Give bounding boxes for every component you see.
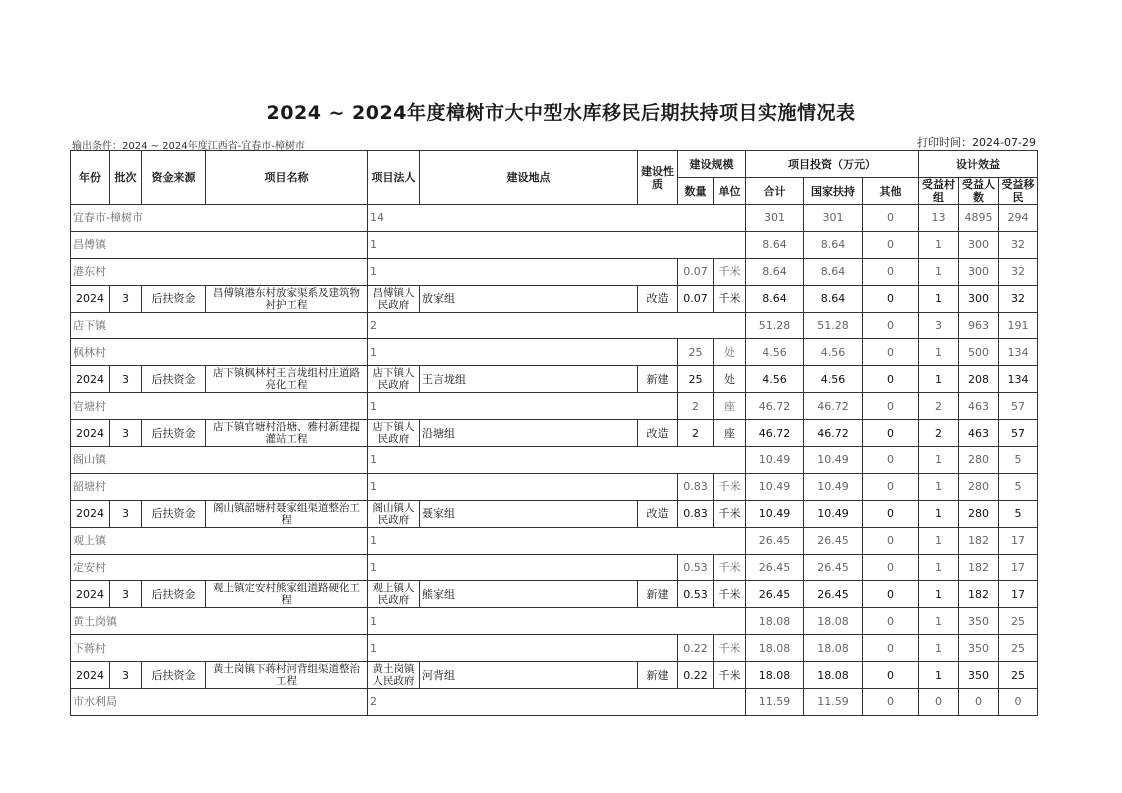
region-label: 观上镇 <box>71 527 368 554</box>
benefit-migrants: 25 <box>999 635 1038 662</box>
header-qty: 数量 <box>678 178 714 205</box>
summary-row <box>71 258 1038 285</box>
header-national: 国家扶持 <box>804 178 863 205</box>
scale-qty: 25 <box>678 366 714 393</box>
scale-qty: 0.53 <box>678 554 714 581</box>
invest-national: 8.64 <box>804 231 863 258</box>
invest-national: 10.49 <box>804 447 863 474</box>
project-row <box>71 662 1038 689</box>
header-location: 建设地点 <box>420 151 638 205</box>
project-row <box>71 581 1038 608</box>
region-label: 宜春市-樟树市 <box>71 205 368 232</box>
output-condition: 输出条件：2024 ~ 2024年度江西省-宜春市-樟树市 <box>72 141 305 152</box>
project-batch: 3 <box>110 662 142 689</box>
project-row <box>71 366 1038 393</box>
invest-national: 18.08 <box>804 608 863 635</box>
summary-row <box>71 608 1038 635</box>
benefit-groups: 1 <box>919 473 959 500</box>
invest-national: 10.49 <box>804 473 863 500</box>
invest-other: 0 <box>863 608 919 635</box>
invest-national: 10.49 <box>804 500 863 527</box>
project-count: 1 <box>368 258 678 285</box>
fund-source: 后扶资金 <box>142 500 206 527</box>
scale-unit: 千米 <box>714 554 746 581</box>
project-row <box>71 500 1038 527</box>
header-unit: 单位 <box>714 178 746 205</box>
build-nature: 新建 <box>638 366 678 393</box>
project-count: 1 <box>368 393 678 420</box>
invest-national: 11.59 <box>804 689 863 716</box>
benefit-migrants: 57 <box>999 420 1038 447</box>
project-name: 店下镇枫林村王言垅组村庄道路亮化工程 <box>206 366 368 393</box>
summary-row <box>71 635 1038 662</box>
summary-row <box>71 312 1038 339</box>
benefit-migrants: 17 <box>999 527 1038 554</box>
benefit-people: 280 <box>959 473 999 500</box>
project-count: 2 <box>368 689 746 716</box>
build-location: 聂家组 <box>420 500 638 527</box>
benefit-groups: 0 <box>919 689 959 716</box>
region-label: 店下镇 <box>71 312 368 339</box>
invest-total: 11.59 <box>746 689 804 716</box>
benefit-groups: 1 <box>919 500 959 527</box>
scale-qty: 0.22 <box>678 635 714 662</box>
scale-qty: 2 <box>678 420 714 447</box>
scale-qty: 25 <box>678 339 714 366</box>
invest-total: 18.08 <box>746 662 804 689</box>
project-batch: 3 <box>110 500 142 527</box>
benefit-people: 300 <box>959 258 999 285</box>
region-label: 黄土岗镇 <box>71 608 368 635</box>
build-location: 放家组 <box>420 285 638 312</box>
build-nature: 新建 <box>638 662 678 689</box>
invest-total: 4.56 <box>746 366 804 393</box>
invest-national: 18.08 <box>804 635 863 662</box>
region-label: 昌傅镇 <box>71 231 368 258</box>
header-year: 年份 <box>71 151 110 205</box>
page-title: 2024 ~ 2024年度樟树市大中型水库移民后期扶持项目实施情况表 <box>266 102 856 124</box>
benefit-people: 350 <box>959 662 999 689</box>
invest-national: 301 <box>804 205 863 232</box>
header-benefit: 设计效益 <box>919 151 1038 178</box>
legal-person: 黄土岗镇人民政府 <box>368 662 420 689</box>
project-count: 1 <box>368 608 746 635</box>
benefit-people: 0 <box>959 689 999 716</box>
scale-qty: 0.83 <box>678 473 714 500</box>
scale-qty: 0.22 <box>678 662 714 689</box>
invest-other: 0 <box>863 689 919 716</box>
project-name: 黄土岗镇下蒋村河背组渠道整治工程 <box>206 662 368 689</box>
project-name: 观上镇定安村熊家组道路硬化工程 <box>206 581 368 608</box>
invest-total: 10.49 <box>746 473 804 500</box>
invest-other: 0 <box>863 662 919 689</box>
header-project-name: 项目名称 <box>206 151 368 205</box>
legal-person: 店下镇人民政府 <box>368 366 420 393</box>
benefit-migrants: 17 <box>999 554 1038 581</box>
benefit-people: 350 <box>959 635 999 662</box>
invest-national: 26.45 <box>804 581 863 608</box>
benefit-groups: 1 <box>919 258 959 285</box>
benefit-groups: 2 <box>919 420 959 447</box>
fund-source: 后扶资金 <box>142 581 206 608</box>
project-count: 1 <box>368 554 678 581</box>
invest-other: 0 <box>863 312 919 339</box>
invest-total: 301 <box>746 205 804 232</box>
benefit-migrants: 25 <box>999 662 1038 689</box>
header-investment: 项目投资（万元） <box>746 151 919 178</box>
project-count: 2 <box>368 312 746 339</box>
scale-unit: 千米 <box>714 500 746 527</box>
legal-person: 昌傅镇人民政府 <box>368 285 420 312</box>
benefit-migrants: 134 <box>999 366 1038 393</box>
benefit-groups: 1 <box>919 662 959 689</box>
invest-national: 8.64 <box>804 285 863 312</box>
invest-national: 18.08 <box>804 662 863 689</box>
benefit-groups: 1 <box>919 339 959 366</box>
summary-row <box>71 339 1038 366</box>
scale-qty: 0.53 <box>678 581 714 608</box>
project-count: 1 <box>368 339 678 366</box>
benefit-migrants: 134 <box>999 339 1038 366</box>
invest-other: 0 <box>863 205 919 232</box>
region-label: 市水利局 <box>71 689 368 716</box>
invest-national: 51.28 <box>804 312 863 339</box>
print-time: 打印时间：2024-07-29 <box>917 136 1036 149</box>
benefit-migrants: 32 <box>999 285 1038 312</box>
benefit-groups: 1 <box>919 581 959 608</box>
region-label: 港东村 <box>71 258 368 285</box>
invest-national: 4.56 <box>804 339 863 366</box>
header-benefit-migrants: 受益移民 <box>999 178 1038 205</box>
benefit-migrants: 17 <box>999 581 1038 608</box>
benefit-groups: 1 <box>919 285 959 312</box>
invest-other: 0 <box>863 554 919 581</box>
fund-source: 后扶资金 <box>142 366 206 393</box>
header-legal-person: 项目法人 <box>368 151 420 205</box>
scale-unit: 处 <box>714 339 746 366</box>
project-year: 2024 <box>71 581 110 608</box>
project-year: 2024 <box>71 420 110 447</box>
benefit-groups: 13 <box>919 205 959 232</box>
legal-person: 阁山镇人民政府 <box>368 500 420 527</box>
benefit-people: 182 <box>959 554 999 581</box>
benefit-migrants: 0 <box>999 689 1038 716</box>
benefit-people: 280 <box>959 500 999 527</box>
region-label: 枫林村 <box>71 339 368 366</box>
invest-other: 0 <box>863 527 919 554</box>
benefit-groups: 3 <box>919 312 959 339</box>
summary-row <box>71 447 1038 474</box>
region-label: 下蒋村 <box>71 635 368 662</box>
invest-national: 46.72 <box>804 393 863 420</box>
legal-person: 店下镇人民政府 <box>368 420 420 447</box>
fund-source: 后扶资金 <box>142 285 206 312</box>
invest-total: 18.08 <box>746 635 804 662</box>
invest-total: 10.49 <box>746 500 804 527</box>
benefit-groups: 1 <box>919 366 959 393</box>
benefit-people: 208 <box>959 366 999 393</box>
benefit-migrants: 32 <box>999 231 1038 258</box>
project-count: 1 <box>368 231 746 258</box>
build-location: 沿塘组 <box>420 420 638 447</box>
invest-total: 26.45 <box>746 527 804 554</box>
scale-unit: 座 <box>714 393 746 420</box>
benefit-migrants: 25 <box>999 608 1038 635</box>
scale-qty: 2 <box>678 393 714 420</box>
benefit-people: 963 <box>959 312 999 339</box>
project-name: 店下镇官塘村沿塘、雅村新建提灌站工程 <box>206 420 368 447</box>
benefit-migrants: 32 <box>999 258 1038 285</box>
benefit-migrants: 57 <box>999 393 1038 420</box>
project-batch: 3 <box>110 366 142 393</box>
invest-other: 0 <box>863 635 919 662</box>
scale-qty: 0.07 <box>678 258 714 285</box>
invest-total: 46.72 <box>746 393 804 420</box>
project-name: 昌傅镇港东村放家渠系及建筑物衬护工程 <box>206 285 368 312</box>
project-year: 2024 <box>71 500 110 527</box>
invest-total: 26.45 <box>746 554 804 581</box>
benefit-people: 182 <box>959 581 999 608</box>
header-nature: 建设性质 <box>638 151 678 205</box>
benefit-people: 463 <box>959 420 999 447</box>
benefit-groups: 2 <box>919 393 959 420</box>
invest-other: 0 <box>863 366 919 393</box>
build-nature: 改造 <box>638 285 678 312</box>
invest-other: 0 <box>863 231 919 258</box>
scale-qty: 0.07 <box>678 285 714 312</box>
summary-row <box>71 231 1038 258</box>
project-count: 1 <box>368 635 678 662</box>
summary-row <box>71 527 1038 554</box>
scale-unit: 千米 <box>714 258 746 285</box>
scale-unit: 处 <box>714 366 746 393</box>
region-label: 阁山镇 <box>71 447 368 474</box>
benefit-people: 182 <box>959 527 999 554</box>
scale-unit: 千米 <box>714 635 746 662</box>
invest-national: 8.64 <box>804 258 863 285</box>
summary-row <box>71 393 1038 420</box>
scale-qty: 0.83 <box>678 500 714 527</box>
header-other: 其他 <box>863 178 919 205</box>
fund-source: 后扶资金 <box>142 662 206 689</box>
benefit-people: 300 <box>959 285 999 312</box>
benefit-people: 300 <box>959 231 999 258</box>
benefit-groups: 1 <box>919 635 959 662</box>
build-nature: 新建 <box>638 581 678 608</box>
summary-row <box>71 554 1038 581</box>
invest-other: 0 <box>863 473 919 500</box>
header-fund-source: 资金来源 <box>142 151 206 205</box>
benefit-migrants: 191 <box>999 312 1038 339</box>
benefit-migrants: 5 <box>999 500 1038 527</box>
invest-total: 18.08 <box>746 608 804 635</box>
invest-national: 26.45 <box>804 527 863 554</box>
project-row <box>71 420 1038 447</box>
invest-other: 0 <box>863 581 919 608</box>
benefit-migrants: 5 <box>999 473 1038 500</box>
invest-total: 4.56 <box>746 339 804 366</box>
benefit-groups: 1 <box>919 527 959 554</box>
project-count: 1 <box>368 447 746 474</box>
scale-unit: 千米 <box>714 285 746 312</box>
summary-row <box>71 689 1038 716</box>
scale-unit: 千米 <box>714 473 746 500</box>
project-table <box>70 150 1038 716</box>
invest-total: 8.64 <box>746 258 804 285</box>
benefit-groups: 1 <box>919 447 959 474</box>
benefit-people: 500 <box>959 339 999 366</box>
region-label: 韶塘村 <box>71 473 368 500</box>
header-benefit-groups: 受益村组 <box>919 178 959 205</box>
scale-unit: 千米 <box>714 662 746 689</box>
invest-other: 0 <box>863 285 919 312</box>
project-batch: 3 <box>110 285 142 312</box>
build-location: 河背组 <box>420 662 638 689</box>
invest-other: 0 <box>863 447 919 474</box>
header-batch: 批次 <box>110 151 142 205</box>
invest-total: 26.45 <box>746 581 804 608</box>
project-batch: 3 <box>110 420 142 447</box>
build-nature: 改造 <box>638 420 678 447</box>
benefit-groups: 1 <box>919 231 959 258</box>
invest-other: 0 <box>863 420 919 447</box>
fund-source: 后扶资金 <box>142 420 206 447</box>
project-batch: 3 <box>110 581 142 608</box>
benefit-people: 280 <box>959 447 999 474</box>
invest-total: 8.64 <box>746 231 804 258</box>
invest-other: 0 <box>863 339 919 366</box>
invest-total: 10.49 <box>746 447 804 474</box>
invest-other: 0 <box>863 258 919 285</box>
project-count: 1 <box>368 527 746 554</box>
header-total: 合计 <box>746 178 804 205</box>
table-body <box>71 205 1038 716</box>
scale-unit: 千米 <box>714 581 746 608</box>
invest-other: 0 <box>863 500 919 527</box>
header-scale: 建设规模 <box>678 151 746 178</box>
build-nature: 改造 <box>638 500 678 527</box>
project-year: 2024 <box>71 662 110 689</box>
benefit-groups: 1 <box>919 554 959 581</box>
region-label: 定安村 <box>71 554 368 581</box>
summary-row <box>71 473 1038 500</box>
benefit-people: 4895 <box>959 205 999 232</box>
invest-national: 4.56 <box>804 366 863 393</box>
invest-total: 51.28 <box>746 312 804 339</box>
invest-total: 8.64 <box>746 285 804 312</box>
invest-other: 0 <box>863 393 919 420</box>
benefit-people: 463 <box>959 393 999 420</box>
legal-person: 观上镇人民政府 <box>368 581 420 608</box>
benefit-migrants: 294 <box>999 205 1038 232</box>
benefit-people: 350 <box>959 608 999 635</box>
scale-unit: 座 <box>714 420 746 447</box>
invest-total: 46.72 <box>746 420 804 447</box>
project-year: 2024 <box>71 285 110 312</box>
benefit-groups: 1 <box>919 608 959 635</box>
project-row <box>71 285 1038 312</box>
project-year: 2024 <box>71 366 110 393</box>
benefit-migrants: 5 <box>999 447 1038 474</box>
build-location: 王言垅组 <box>420 366 638 393</box>
invest-national: 26.45 <box>804 554 863 581</box>
project-count: 1 <box>368 473 678 500</box>
project-name: 阁山镇韶塘村聂家组渠道整治工程 <box>206 500 368 527</box>
region-label: 官塘村 <box>71 393 368 420</box>
build-location: 熊家组 <box>420 581 638 608</box>
summary-row <box>71 205 1038 232</box>
project-count: 14 <box>368 205 746 232</box>
header-benefit-people: 受益人数 <box>959 178 999 205</box>
invest-national: 46.72 <box>804 420 863 447</box>
